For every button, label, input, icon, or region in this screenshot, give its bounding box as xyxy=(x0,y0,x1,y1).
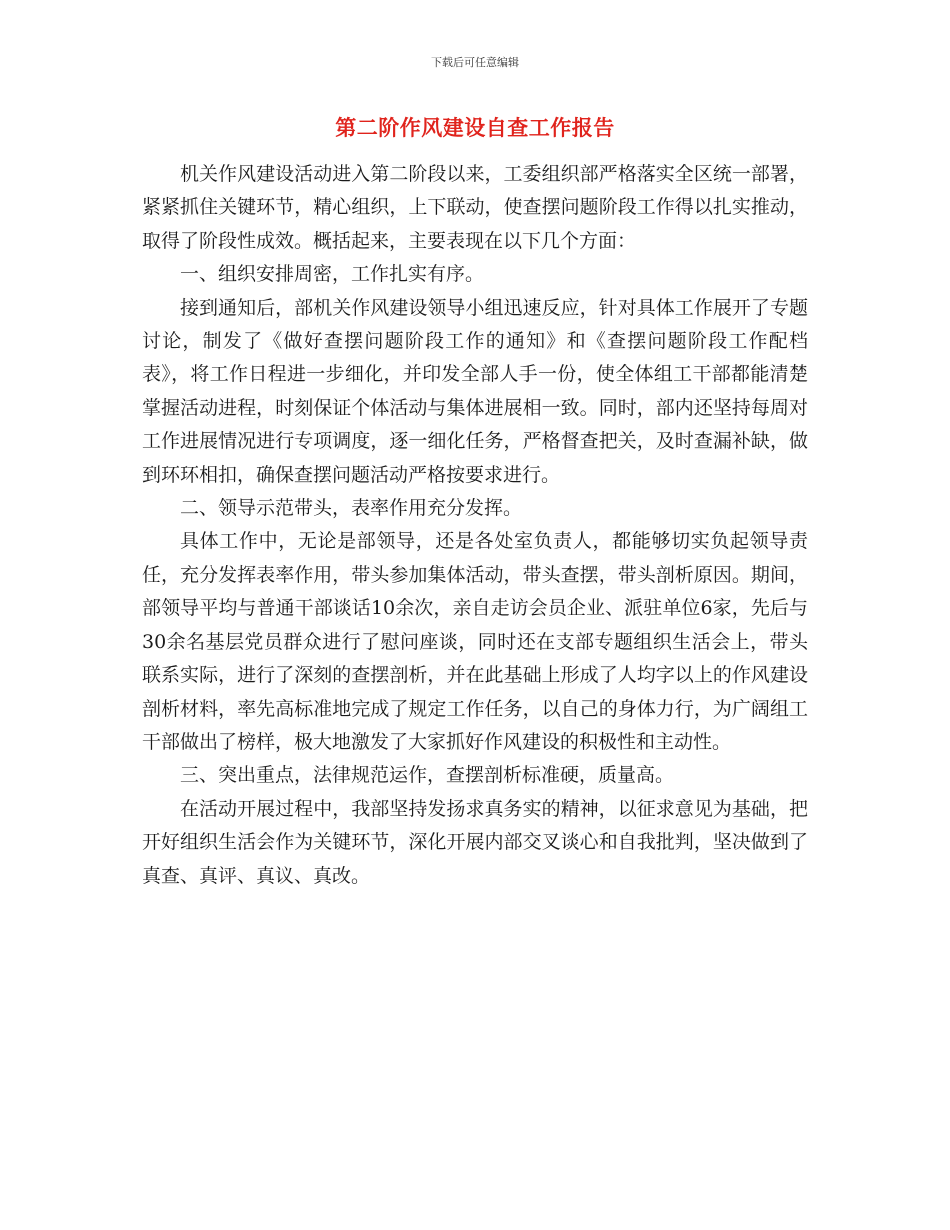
section-paragraph-3: 在活动开展过程中，我部坚持发扬求真务实的精神，以征求意见为基础，把开好组织生活会作为关键环节，深化开展内部交叉谈心和自我批判，坚决做到了真查、真评、真议、真改。 xyxy=(142,797,808,887)
intro-paragraph: 机关作风建设活动进入第二阶段以来，工委组织部严格落实全区统一部署，紧紧抓住关键环节，精心组织，上下联动，使查摆问题阶段工作得以扎实推动，取得了阶段性成效。概括起来，主要表现在以下几个方面： xyxy=(142,163,808,252)
document-title: 第二阶作风建设自查工作报告 xyxy=(335,116,615,140)
page-header-note: 下载后可任意编辑 xyxy=(431,56,519,69)
section-heading-1: 一、组织安排周密，工作扎实有序。 xyxy=(180,263,485,286)
document-body xyxy=(142,158,808,893)
section-paragraph-2: 具体工作中，无论是部领导，还是各处室负责人，都能够切实负起领导责任，充分发挥表率作用，带头参加集体活动，带头查摆，带头剖析原因。期间，部领导平均与普通干部谈话10余次，亲自走访会员企业、派驻单位6家，先后与30余名基层党员群众进行了慰问座谈，同时还在支部专题组织生活会上，带头联系实际，进行了深刻的查摆剖析，并在此基础上形成了人均字以上的作风建设剖析材料，率先高标准地完成了规定工作任务，以自己的身体力行，为广阔组工干部做出了榜样，极大地激发了大家抓好作风建设的积极性和主动性。 xyxy=(142,530,808,753)
section-heading-2: 二、领导示范带头，表率作用充分发挥。 xyxy=(180,497,523,520)
section-heading-3: 三、突出重点，法律规范运作，查摆剖析标准硬，质量高。 xyxy=(180,764,675,787)
section-paragraph-1: 接到通知后，部机关作风建设领导小组迅速反应，针对具体工作展开了专题讨论，制发了《做好查摆问题阶段工作的通知》和《查摆问题阶段工作配档表》，将工作日程进一步细化，并印发全部人手一份，使全体组工干部都能清楚掌握活动进程，时刻保证个体活动与集体进展相一致。同时，部内还坚持每周对工作进展情况进行专项调度，逐一细化任务，严格督查把关，及时查漏补缺，做到环环相扣，确保查摆问题活动严格按要求进行。 xyxy=(142,296,808,486)
